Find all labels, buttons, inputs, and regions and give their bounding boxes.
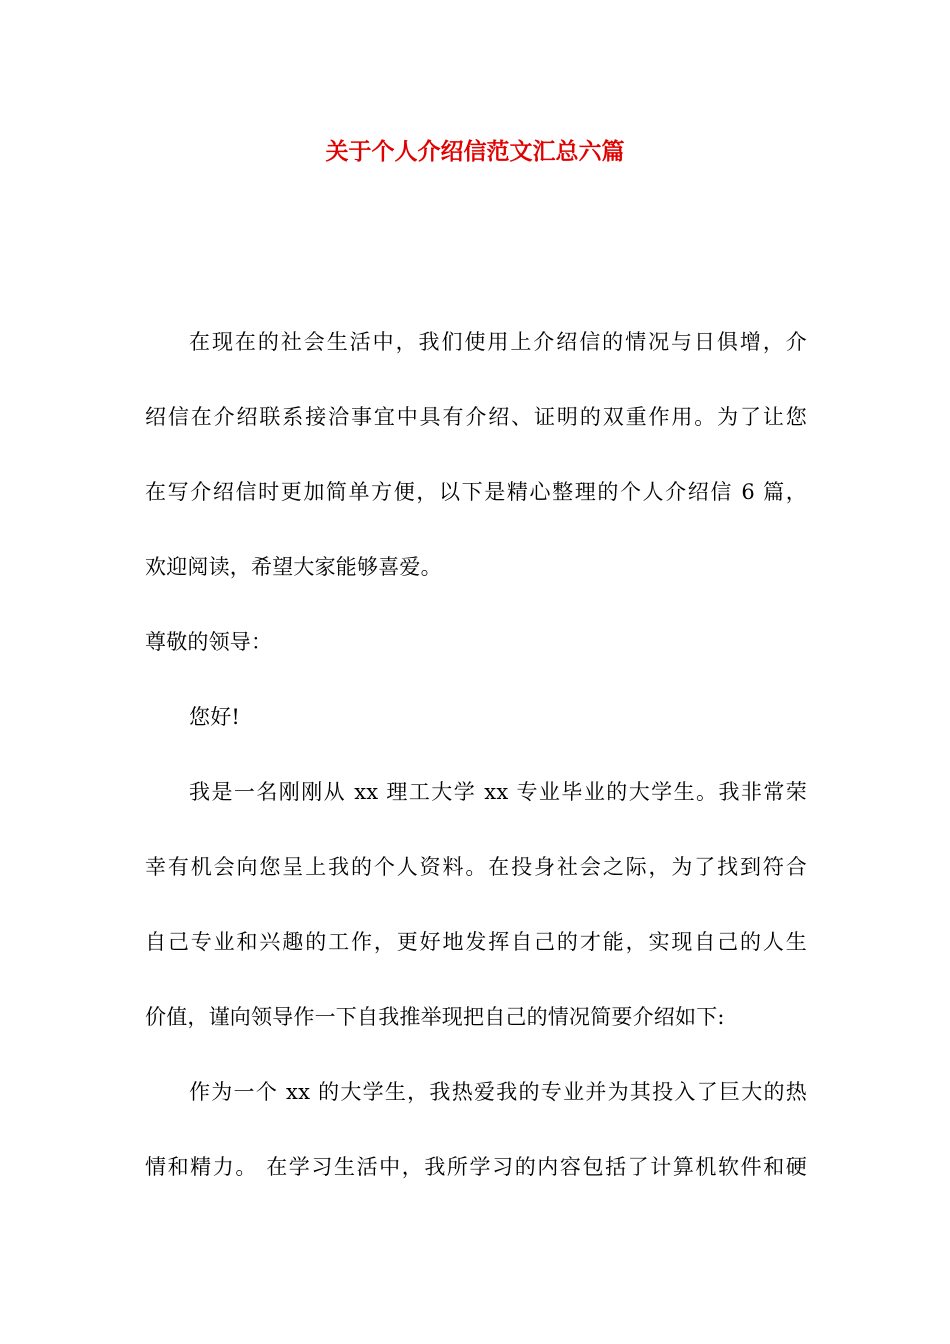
greeting-line: 您好!	[189, 705, 241, 729]
document-title: 关于个人介绍信范文汇总六篇	[325, 139, 625, 165]
paragraph-line: 情和精力。 在学习生活中，我所学习的内容包括了计算机软件和硬	[145, 1155, 807, 1179]
paragraph-line: 在现在的社会生活中，我们使用上介绍信的情况与日俱增，介	[189, 330, 807, 354]
paragraph-line: 我是一名刚刚从 xx 理工大学 xx 专业毕业的大学生。我非常荣	[189, 780, 807, 804]
paragraph-line: 作为一个 xx 的大学生，我热爱我的专业并为其投入了巨大的热	[189, 1080, 807, 1104]
salutation-line: 尊敬的领导：	[145, 630, 273, 654]
document-body	[145, 322, 807, 1222]
paragraph-line: 自己专业和兴趣的工作，更好地发挥自己的才能，实现自己的人生	[145, 930, 807, 954]
paragraph-line: 欢迎阅读，希望大家能够喜爱。	[145, 555, 442, 579]
paragraph-line: 幸有机会向您呈上我的个人资料。在投身社会之际，为了找到符合	[145, 855, 807, 879]
paragraph-line: 在写介绍信时更加简单方便，以下是精心整理的个人介绍信 6 篇，	[145, 480, 807, 504]
paragraph-line: 价值，谨向领导作一下自我推举现把自己的情况简要介绍如下:	[145, 1005, 725, 1029]
paragraph-line: 绍信在介绍联系接洽事宜中具有介绍、证明的双重作用。为了让您	[145, 405, 807, 429]
